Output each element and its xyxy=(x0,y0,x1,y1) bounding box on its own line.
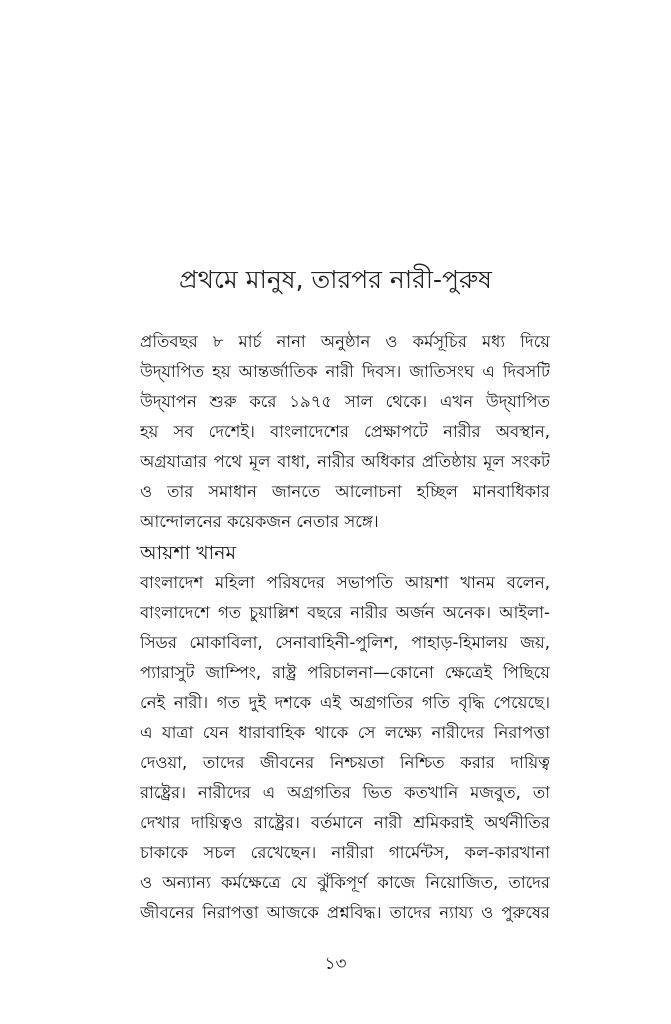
body-line: সিডর মোকাবিলা, সেনাবাহিনী-পুলিশ, পাহাড়-হিমালয় জয়, xyxy=(140,633,550,652)
intro-line: ও তার সমাধান জানতে আলোচনা হচ্ছিল মানবাধিকার xyxy=(140,482,550,501)
intro-line: অগ্রযাত্রার পথে মূল বাধা, নারীর অধিকার প্রতিষ্ঠায় মূল সংকট xyxy=(140,452,550,471)
page-number: ১৩ xyxy=(324,954,347,974)
body-paragraph xyxy=(140,568,550,928)
body-line: বাংলাদেশ মহিলা পরিষদের সভাপতি আয়শা খানম বলেন, xyxy=(140,573,550,592)
body-line: রাষ্ট্রের। নারীদের এ অগ্রগতির ভিত কতখানি মজবুত, তা xyxy=(140,783,550,802)
body-line: দেখার দায়িত্বও রাষ্ট্রের। বর্তমানে নারী শ্রমিকরাই অর্থনীতির xyxy=(140,813,550,832)
intro-line: আন্দোলনের কয়েকজন নেতার সঙ্গে। xyxy=(140,512,379,531)
section-heading: আয়শা খানম xyxy=(140,542,237,564)
body-line: জীবনের নিরাপত্তা আজকে প্রশ্নবিদ্ধ। তাদের ন্যায্য ও পুরুষের xyxy=(140,903,550,922)
body-line: এ যাত্রা যেন ধারাবাহিক থাকে সে লক্ষ্যে নারীদের নিরাপত্তা xyxy=(140,723,550,742)
body-line: ও অন্যান্য কর্মক্ষেত্রে যে ঝুঁকিপূর্ণ কাজে নিয়োজিত, তাদের xyxy=(140,873,550,892)
intro-paragraph xyxy=(140,327,550,537)
body-line: প্যারাসুট জাম্পিং, রাষ্ট্র পরিচালনা—কোনো ক্ষেত্রেই পিছিয়ে xyxy=(140,663,550,682)
body-line: চাকাকে সচল রেখেছেন। নারীরা গার্মেন্টস, কল-কারখানা xyxy=(140,843,550,862)
body-line: বাংলাদেশে গত চুয়াল্লিশ বছরে নারীর অর্জন অনেক। আইলা- xyxy=(140,603,550,622)
body-line: দেওয়া, তাদের জীবনের নিশ্চয়তা নিশ্চিত করার দায়িত্ব xyxy=(140,753,550,772)
intro-line: প্রতিবছর ৮ মার্চ নানা অনুষ্ঠান ও কর্মসূচির মধ্য দিয়ে xyxy=(140,332,550,351)
intro-line: হয় সব দেশেই। বাংলাদেশের প্রেক্ষাপটে নারীর অবস্থান, xyxy=(140,422,550,441)
chapter-title: প্রথমে মানুষ, তারপর নারী-পুরুষ xyxy=(179,265,492,294)
body-line: নেই নারী। গত দুই দশকে এই অগ্রগতির গতি বৃদ্ধি পেয়েছে। xyxy=(140,693,550,712)
intro-line: উদ্‌যাপিত হয় আন্তর্জাতিক নারী দিবস। জাতিসংঘ এ দিবসটি xyxy=(140,362,550,381)
intro-line: উদ্‌যাপন শুরু করে ১৯৭৫ সাল থেকে। এখন উদ্‌যাপিত xyxy=(140,392,550,411)
